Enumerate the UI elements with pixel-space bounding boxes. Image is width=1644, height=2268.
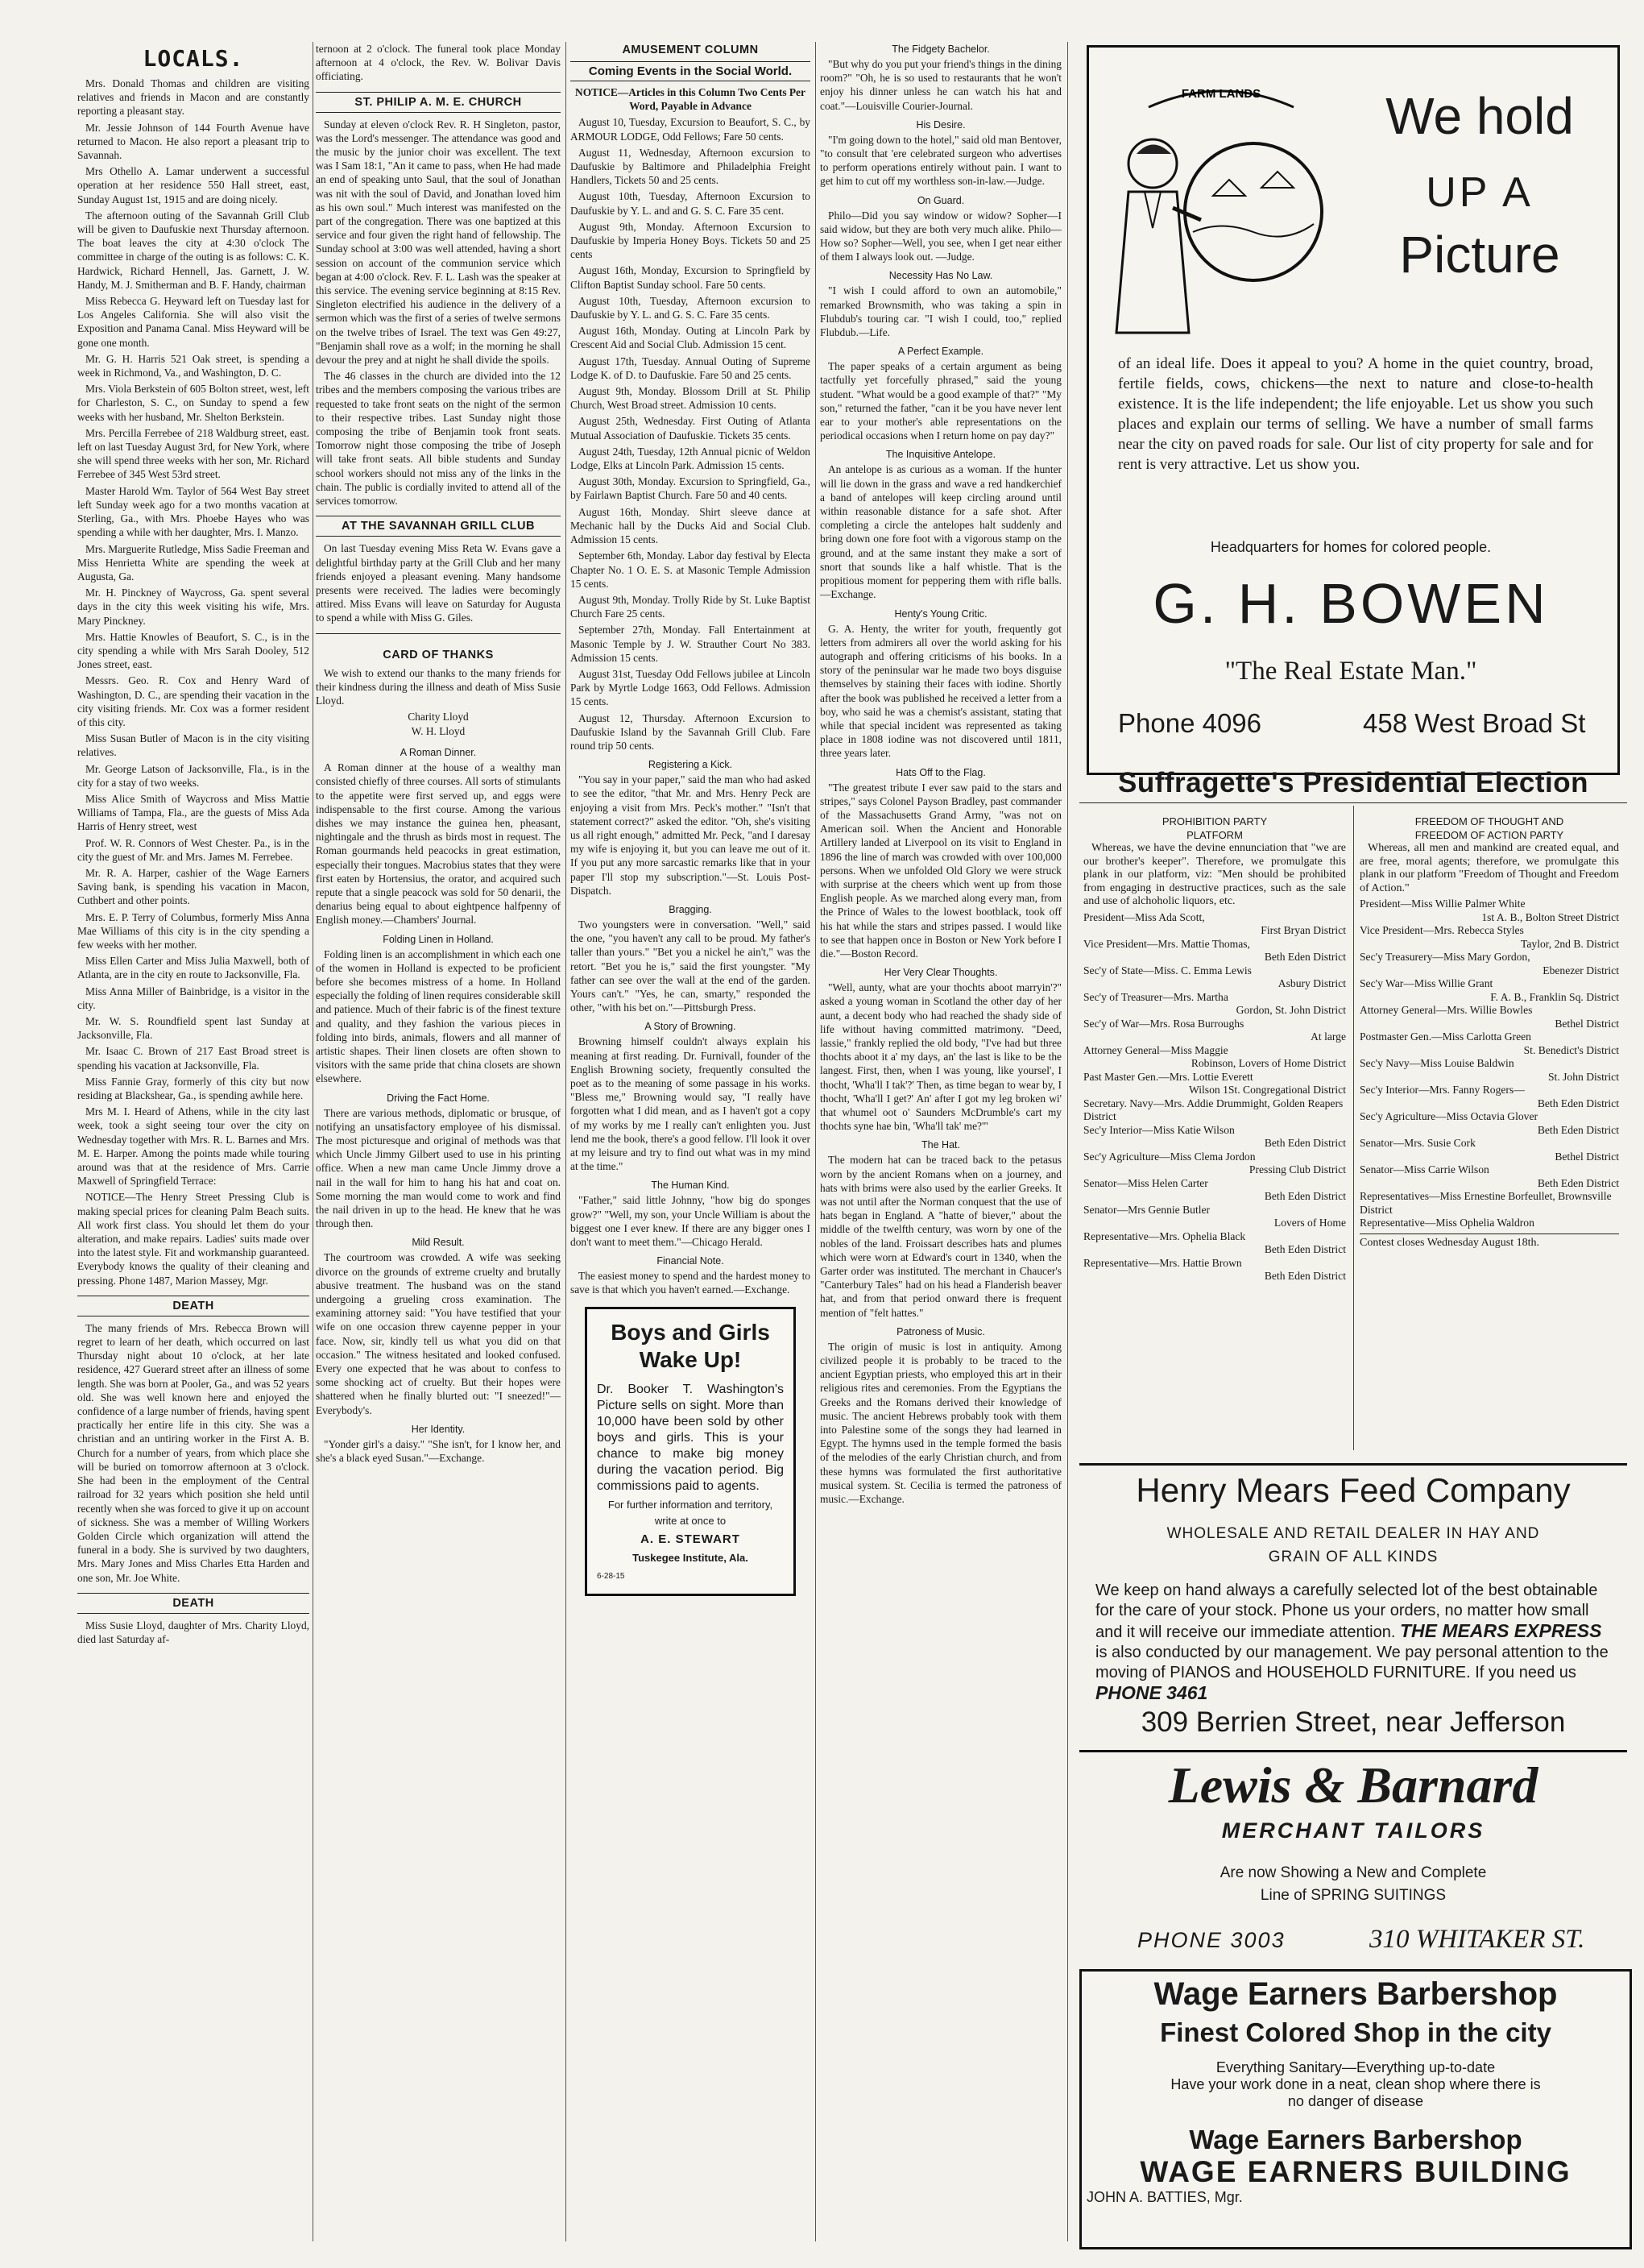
article-text: There are various methods, diplomatic or brusque, of notifying an unsatisfactory employee of his dismissal. The most picturesque and original of methods was that which Uncle Jimmy Gilbert used to use in his printing office. When a new man came Uncle Jimmy drove a nail in the wall for him to hang his hat and coat on. Some morning the man would come to work and find the nail driven in up to the head. He knew that he was through then.: [316, 1106, 561, 1230]
event-listing: August 11, Wednesday, Afternoon excursion to Daufuskie by Baltimore and Philadelphia Freight Handlers, Tickets 50 and 25 cents.: [570, 146, 810, 187]
candidate-entry: [1083, 991, 1346, 1018]
lewis-phone: PHONE 3003: [1137, 1928, 1286, 1952]
prohibition-party: [1083, 815, 1346, 1283]
barber-text: Have your work done in a neat, clean shop where there is: [1170, 2076, 1541, 2092]
candidate-name: Attorney General—Miss Maggie: [1083, 1043, 1228, 1056]
article-heading: Bragging.: [669, 903, 712, 915]
locals-column: [77, 42, 309, 2241]
signature: W. H. Lloyd: [411, 725, 466, 738]
candidate-name: Attorney General—Mrs. Willie Bowles: [1360, 1004, 1533, 1016]
event-listing: August 31st, Tuesday Odd Fellows jubilee at Lincoln Park by Myrtle Lodge 1663, Odd Fellows. Admission 15 cents.: [570, 667, 810, 708]
article-heading: Registering a Kick.: [648, 759, 733, 771]
article-text: "You say in your paper," said the man who had asked to see the editor, "that Mr. and Mrs. Henry Peck are enjoying a visit from Mrs. Peck's mother." "Isn't that statement correct?" asked the editor. "Oh, she's visiting us all right enough," admitted Mr. Peck, "and I daresay my wife is enjoying it, but you can leave me out of it. If you put any more sarcastic remarks like that in your paper I'll stop my subscription."—St. Louis Post-Dispatch.: [570, 773, 810, 897]
ad-code: 6-28-15: [597, 1571, 625, 1581]
candidate-name: Senator—Mrs Gennie Butler: [1083, 1203, 1211, 1216]
article-heading: Her Very Clear Thoughts.: [884, 967, 998, 979]
article-heading: The Hat.: [921, 1139, 960, 1151]
article-text: "Father," said little Johnny, "how big do sponges grow?" "Well, my son, your Uncle William is about the biggest one I ever knew. If there are any bigger ones I don't want to meet them."—Chicago Herald.: [570, 1194, 810, 1249]
candidate-district: Wilson 1St. Congregational District: [1188, 1084, 1346, 1096]
local-news-item: The afternoon outing of the Savannah Grill Club will be given to Daufuskie next Thursday afternoon. The boat leaves the city at 4:30 o'clock The committee in charge of the outing is as follows: C. K. Hardwick, Richard Hennell, Jas. Garnett, J. W. Handy, M. J. Smitherman and B. F. Handy, chairman: [77, 209, 309, 291]
candidate-entry: [1083, 1230, 1346, 1257]
candidate-entry: [1360, 1217, 1619, 1230]
social-events-heading: Coming Events in the Social World.: [570, 61, 810, 81]
ad-tagline: Headquarters for homes for colored people.: [1210, 539, 1492, 555]
candidate-entry: [1083, 1097, 1346, 1124]
local-news-item: Mrs. E. P. Terry of Columbus, formerly Miss Anna Mae Williams of this city is in the city spending a few weeks with her mother.: [77, 910, 309, 951]
article-heading: On Guard.: [917, 194, 965, 206]
candidate-entry: [1083, 911, 1346, 938]
article-heading: Henty's Young Critic.: [894, 607, 988, 620]
candidate-district: F. A. B., Franklin Sq. District: [1490, 990, 1619, 1003]
church-paragraph: The 46 classes in the church are divided into the 12 tribes and the members composing the various tribes are requested to take front seats on the night of the sermon to their respective tribes. Last Sunday night those composing the tribe of Benjamin took front seats. Tomorrow night those composing the tribe of Joseph will take front seats. All bible students and Sunday school workers should not miss any of the links in the chain. The public is cordially invited to attend all of the services tomorrow.: [316, 370, 561, 508]
event-listing: August 10, Tuesday, Excursion to Beaufort, S. C., by ARMOUR LODGE, Odd Fellows; Fare 50 cents.: [570, 116, 810, 143]
article-text: "I wish I could afford to own an automobile," remarked Brownsmith, who was taking a spin in Flubdub's touring car. "I wish I could, too," replied Flubdub.—Life.: [820, 284, 1062, 339]
party-heading: FREEDOM OF ACTION PARTY: [1414, 828, 1564, 841]
mears-subtitle: WHOLESALE AND RETAIL DEALER IN HAY AND: [1166, 1525, 1540, 1542]
barber-title: Wage Earners Barbershop: [1153, 1976, 1558, 2012]
candidate-entry: [1360, 1004, 1619, 1030]
candidate-name: Representatives—Miss Ernestine Borfeullet, Brownsville District: [1360, 1190, 1612, 1216]
farmer-illustration: [1100, 59, 1342, 349]
local-news-item: Miss Susan Butler of Macon is in the city visiting relatives.: [77, 732, 309, 759]
local-news-item: Miss Ellen Carter and Miss Julia Maxwell, both of Atlanta, are in the city en route to Jacksonville, Fla.: [77, 955, 309, 981]
mears-body: [1095, 1581, 1611, 1705]
ad-tagline: "The Real Estate Man.": [1224, 657, 1477, 686]
candidate-entry: [1360, 1030, 1619, 1057]
candidate-district: St. John District: [1548, 1070, 1619, 1083]
ad-address: 458 West Broad St: [1363, 708, 1586, 738]
mears-express: THE MEARS EXPRESS: [1399, 1620, 1602, 1641]
article-text: An antelope is as curious as a woman. If the hunter will lie down in the grass and wave a red handkerchief a band of antelopes will keep circling around until within reasonable distance for a safe shot. After completing a circle the antelopes halt suddenly and bring down one fore foot with a vigorous stamp on the ground, and at the same instant they make a sort of snort that sounds like a half whistle. That is the propitious moment for peppering them with rifle balls.—Exchange.: [820, 463, 1062, 601]
candidate-district: Beth Eden District: [1264, 1137, 1346, 1149]
death-heading-2: DEATH: [77, 1593, 309, 1614]
candidate-name: Sec'y of War—Mrs. Rosa Burroughs: [1083, 1017, 1244, 1030]
event-listing: August 24th, Tuesday, 12th Annual picnic of Weldon Lodge, Elks at Lincoln Park. Admission 15 cents.: [570, 445, 810, 472]
candidate-name: Representative—Miss Ophelia Waldron: [1360, 1217, 1534, 1229]
event-listing: August 30th, Monday. Excursion to Springfield, Ga., by Fairlawn Baptist Church. Fare 50 and 40 cents.: [570, 475, 810, 502]
freedom-party: [1360, 815, 1619, 1250]
article-heading: A Story of Browning.: [644, 1021, 736, 1033]
candidate-name: Sec'y War—Miss Willie Grant: [1360, 977, 1493, 989]
article-heading: Her Identity.: [411, 1423, 466, 1435]
local-news-item: Miss Alice Smith of Waycross and Miss Mattie Williams of Tampa, Fla., are the guests of Miss Ada Harris of Henry street, west: [77, 792, 309, 833]
event-listing: August 17th, Tuesday. Annual Outing of Supreme Lodge K. of D. to Daufuskie. Fare 50 and 25 cents.: [570, 355, 810, 381]
ad-headline: Picture: [1399, 226, 1560, 284]
article-heading: Driving the Fact Home.: [387, 1092, 490, 1104]
ad-headline: We hold: [1385, 87, 1574, 145]
article-heading: The Fidgety Bachelor.: [892, 44, 990, 55]
article-text: The paper speaks of a certain argument as being tactfully yet forcefully phrased," said the young student. "What would be a good example of that?" "My son," returned the father, "can it be you have never lent ear to your mother's able representations on the periodical occasions when I return home on pay day?": [820, 360, 1062, 442]
column-rule: [1353, 806, 1354, 1450]
local-news-item: Mr. George Latson of Jacksonville, Fla., is in the city for a stay of two weeks.: [77, 762, 309, 789]
local-news-item: Mrs. Percilla Ferrebee of 218 Waldburg street, east. left on last Tuesday August 3rd, for New York, where she will spend three weeks with her son, Mr. Richard Ferrebee of 345 West 53rd street.: [77, 426, 309, 481]
candidate-entry: [1083, 1204, 1346, 1230]
candidate-district: Ebenezer District: [1543, 964, 1619, 976]
article-text: "But why do you put your friend's things in the dining room?" "Oh, he is so used to restaurants that he won't enjoy his dinner unless he can watch his hat and coat."—Louisville Courier-Journal.: [820, 58, 1062, 112]
candidate-name: Sec'y of State—Miss. C. Emma Lewis: [1083, 964, 1252, 976]
article-text: The easiest money to spend and the hardest money to save is that which you haven't earned.—Exchange.: [570, 1270, 810, 1296]
candidate-name: Sec'y Agriculture—Miss Clema Jordon: [1083, 1150, 1256, 1163]
candidate-name: Sec'y Interior—Mrs. Fanny Rogers—: [1360, 1084, 1525, 1096]
party-platform: Whereas, all men and mankind are created equal, and are free, moral agents; therefore, we promulgate this plank in our platform "Freedom of Thought and Freedom of Action.": [1360, 842, 1619, 894]
candidate-name: Sec'y Treasurery—Miss Mary Gordon,: [1360, 951, 1530, 963]
candidate-district: Gordon, St. John District: [1236, 1004, 1346, 1016]
barber-manager: JOHN A. BATTIES, Mgr.: [1087, 2189, 1243, 2205]
booker-washington-ad: [585, 1307, 796, 1596]
candidate-list: [1360, 898, 1619, 1230]
article-heading: His Desire.: [916, 118, 966, 131]
article-heading: Hats Off to the Flag.: [896, 766, 986, 778]
lewis-subtitle: MERCHANT TAILORS: [1221, 1818, 1485, 1843]
event-listing: August 9th, Monday. Afternoon Excursion to Daufuskie by Imperia Honey Boys. Tickets 50 and 25 cents: [570, 220, 810, 261]
candidate-entry: [1083, 1124, 1346, 1151]
candidate-entry: [1083, 964, 1346, 991]
card-of-thanks-heading: CARD OF THANKS: [383, 648, 494, 661]
candidate-entry: [1360, 924, 1619, 951]
lewis-barnard-ad: [1079, 1750, 1627, 1972]
candidate-entry: [1360, 1163, 1619, 1190]
local-news-item: Master Harold Wm. Taylor of 564 West Bay street left Sunday week ago for a two months vacation at Sterling, Ga., with Mrs. Phoebe Hayes who was spending a while with her daughter, Mrs. I. Manzo.: [77, 484, 309, 539]
amusement-column: [570, 42, 810, 2241]
church-paragraph: Sunday at eleven o'clock Rev. R. H Singleton, pastor, was the Lord's messenger. The attendance was good and the music by the junior choir was excellent. The text was I Sam 18:1, "An it came to pass, when He had made an end of speaking unto Saul, that the soul of Jonathan was nit with the soul of David, and Jonathan loved him as his own soul." Much interest was manifested on the part of the congregation. There was one baptized at this service and four given the right hand of fellowship. The Sunday school at 3:00 was well attended, having a short session on account of the communion service which began at 4:00 o'clock. Rev. F. L. Lash was the speaker at this service. The evening service beginning at 8:15 Rev. Singleton electrified his audience in the delivery of a sermon which was the first of a series of twelve sermons on the twelve tribes of Israel. The text was Gen 49:27, "Benjamin shall rove as a wolf; in the morning he shall devour the prey and at night he shall divide the spoils.: [316, 118, 561, 367]
amusement-heading: AMUSEMENT COLUMN: [622, 44, 759, 56]
candidate-name: Sec'y Interior—Miss Katie Wilson: [1083, 1123, 1235, 1136]
candidate-name: Sec'y of Treasurer—Mrs. Martha: [1083, 990, 1228, 1003]
ad-business-name: G. H. BOWEN: [1153, 572, 1549, 635]
candidate-name: Past Master Gen.—Mrs. Lottie Everett: [1083, 1070, 1253, 1083]
candidate-entry: [1083, 1071, 1346, 1097]
article-heading: A Perfect Example.: [897, 346, 984, 358]
local-news-item: Mrs M. I. Heard of Athens, while in the city last week, took a sight seeing tour over the city on Wednesday together with Mrs. R. L. Barnes and Mrs. M. E. Harper. Among the points made while touring around was that at the residence of Mrs. Carrie Maxwell of Springfield Terrace:: [77, 1105, 309, 1188]
article-heading: The Inquisitive Antelope.: [885, 449, 996, 461]
candidate-name: Representative—Mrs. Hattie Brown: [1083, 1256, 1242, 1269]
candidate-name: President—Miss Ada Scott,: [1083, 910, 1205, 923]
lewis-text: Line of SPRING SUITINGS: [1260, 1887, 1447, 1904]
candidate-district: Beth Eden District: [1264, 1270, 1346, 1282]
candidate-name: Secretary. Navy—Mrs. Addie Drummight, Golden Reapers District: [1083, 1097, 1344, 1122]
event-listing: August 16th, Monday. Shirt sleeve dance at Mechanic hall by the Ducks Aid and Social Club. Admission 15 cents.: [570, 505, 810, 546]
candidate-name: Senator—Miss Carrie Wilson: [1360, 1163, 1489, 1175]
card-of-thanks: [316, 633, 561, 740]
event-listing: August 10th, Tuesday, Afternoon excursion to Daufuskie by Y. L. and G. S. C. Fare 35 cents.: [570, 294, 810, 321]
candidate-name: Senator—Mrs. Susie Cork: [1360, 1137, 1476, 1149]
local-news-item: Miss Rebecca G. Heyward left on Tuesday last for Los Angeles California. She will also visit the Exposition and Panama Canal. Miss Heyward will be gone one month.: [77, 295, 309, 349]
article-text: Folding linen is an accomplishment in which each one of the women in Holland is expected to be proficient before she becomes mistress of a home. In Holland especially the folding of linen requires considerable skill and patience. Much of their fabric is of the finest texture and quality, and they fashion the various pieces in folding into birds, animals, flowers and all manner of artistic shapes. Their linen closets are often shown to visitors with the same pride that china closets are shown elsewhere.: [316, 947, 561, 1085]
ad-body: Dr. Booker T. Washington's Picture sells on sight. More than 10,000 have been sold by other boys and girls. This is your chance to make big money during the vacation period. Big commissions paid to agents.: [597, 1382, 784, 1493]
candidate-entry: [1360, 1190, 1619, 1217]
candidate-entry: [1083, 1151, 1346, 1177]
events-list: [570, 115, 810, 753]
article-text: Philo—Did you say window or widow? Sopher—I said widow, but they are both very much alike. Philo—How so? Sopher—Well, you see, when I get near either of them I always look out. —Judge.: [820, 209, 1062, 263]
candidate-district: Bethel District: [1555, 1150, 1619, 1163]
local-news-item: Mr. R. A. Harper, cashier of the Wage Earners Saving bank, is spending his vacation in Macon, Cuthbert and other points.: [77, 866, 309, 907]
barber-subtitle: Finest Colored Shop in the city: [1160, 2017, 1551, 2047]
candidate-entry: [1360, 977, 1619, 1004]
contest-closing: Contest closes Wednesday August 18th.: [1360, 1234, 1619, 1250]
candidate-name: Sec'y Agriculture—Miss Octavia Glover: [1360, 1110, 1538, 1122]
candidate-district: First Bryan District: [1261, 924, 1346, 936]
local-news-item: Mr. G. H. Harris 521 Oak street, is spending a week in Richmond, Va., and Washington, D. C.: [77, 352, 309, 379]
ad-contact-name: A. E. STEWART: [640, 1532, 740, 1546]
article-heading: Patroness of Music.: [897, 1325, 985, 1337]
mears-text: is also conducted by our management. We pay personal attention to the moving of PIANOS and HOUSEHOLD FURNITURE. If you need us: [1095, 1644, 1609, 1681]
candidate-entry: [1360, 1110, 1619, 1137]
death-notice: The many friends of Mrs. Rebecca Brown will regret to learn of her death, which occurred on last Thursday night about 10 o'clock, at her late residence, 427 Guerard street after an illness of some length. She was born at Pooler, Ga., and was 52 years old. She was well known here and enjoyed the confidence of a large number of friends, having spent practically her entire life in this city. She was a christian and an untiring worker in the First A. B. Church for a number of years, from which place she will be buried on tomorrow afternoon at 3 o'clock. She had been in the employment of the Central railroad for 32 years which position she held until recently when she was forced to give it up on account of sickness. She was a member of Willing Workers Golden Circle which organization will attend the funeral in a body. She is survived by two daughters, Mrs. Mary Jones and Miss Charles Etta Harden and one son, Mr. Joe White.: [77, 1321, 309, 1584]
local-news-item: Mrs. Marguerite Rutledge, Miss Sadie Freeman and Miss Henrietta White are spending the week at Augusta, Ga.: [77, 542, 309, 583]
death-notice-2: Miss Susie Lloyd, daughter of Mrs. Charity Lloyd, died last Saturday af-: [77, 1619, 309, 1645]
local-news-item: Miss Anna Miller of Bainbridge, is a visitor in the city.: [77, 985, 309, 1011]
event-listing: September 6th, Monday. Labor day festival by Electa Chapter No. 1 O. E. S. at Masonic Temple Admission 15 cents.: [570, 549, 810, 590]
locals-title: LOCALS.: [143, 45, 244, 72]
candidate-district: Beth Eden District: [1537, 1123, 1619, 1136]
event-listing: August 12, Thursday. Afternoon Excursion to Daufuskie Island by the Savannah Grill Club. Fare round trip 50 cents.: [570, 711, 810, 752]
local-news-item: Mr. W. S. Roundfield spent last Sunday at Jacksonville, Fla.: [77, 1015, 309, 1042]
candidate-name: Sec'y Navy—Miss Louise Baldwin: [1360, 1057, 1514, 1069]
mears-text: We keep on hand always a carefully selected lot of the best obtainable for the care of your stock. Phone us your orders, no matter how small and it will receive our immediate attention.: [1095, 1582, 1598, 1641]
article-text: "Well, aunty, what are your thochts aboot marryin'?" asked a young woman in Scotland the other day of her aunt, a decent body who had reached the shady side of life without having committed matrimony. "Deed, lassie," frankly replied the old body, "I've had but three thochts aboot it a' my days, an' the last is like to be the langest. First, then, when I was young, like yoursel', I thocht, 'Wha'll I tak'?' Then, as time began to wear by, I thocht, 'Wha'll I get?' An' after I got my leg broken wi' that whumel oot o' Saunders McDrumble's cart my thochts syne hae bin, 'Wha'll tak' me?'": [820, 981, 1062, 1133]
candidate-district: 1st A. B., Bolton Street District: [1481, 910, 1619, 923]
event-listing: August 9th, Monday. Trolly Ride by St. Luke Baptist Church Fare 25 cents.: [570, 593, 810, 620]
column-rule: [1067, 42, 1068, 2241]
lewis-address: 310 WHITAKER ST.: [1369, 1925, 1585, 1954]
local-news-item: Messrs. Geo. R. Cox and Henry Ward of Washington, D. C., are spending their vacation in the city visiting friends. Mr. Cox was a former resident of this city.: [77, 674, 309, 728]
candidate-name: Postmaster Gen.—Miss Carlotta Green: [1360, 1030, 1531, 1043]
article-heading: Financial Note.: [656, 1255, 724, 1267]
article-text: "I'm going down to the hotel," said old man Bentover, "to consult that 'ere celebrated surgeon who advertises to perform operations entirely without pain. I want to get him to cut off my worthless son-in-law.—Judge.: [820, 133, 1062, 188]
candidate-district: Beth Eden District: [1264, 951, 1346, 963]
candidate-entry: [1360, 1084, 1619, 1110]
candidate-entry: [1360, 898, 1619, 924]
column-rule: [565, 42, 566, 2241]
article-heading: Necessity Has No Law.: [888, 270, 993, 282]
church-heading: ST. PHILIP A. M. E. CHURCH: [316, 92, 561, 113]
event-listing: August 25th, Wednesday. First Outing of Atlanta Mutual Association of Daufuskie. Tickets 35 cents.: [570, 415, 810, 442]
candidate-district: Beth Eden District: [1537, 1176, 1619, 1189]
candidate-name: Representative—Mrs. Ophelia Black: [1083, 1229, 1246, 1242]
party-platform: Whereas, we have the devine ennunciation that "we are our brother's keeper". Therefore, we promulgate this plank in our platform, viz: "Men should be prohibited from engaging in destructive practices, such as the sale and use of alchoholic liquors, etc.: [1083, 842, 1346, 907]
local-news-item: Mrs. Viola Berkstein of 605 Bolton street, west, left for Charleston, S. C., on Sunday to spend a few weeks with her husband, Mr. Shelton Berkstein.: [77, 383, 309, 423]
event-listing: August 16th, Monday, Excursion to Springfield by Clifton Baptist Sunday school. Fare 50 cents.: [570, 264, 810, 291]
local-news-item: Miss Fannie Gray, formerly of this city but now residing at Blackshear, Ga., is spending awhile here.: [77, 1075, 309, 1102]
ad-body: of an ideal life. Does it appeal to you? A home in the quiet country, broad, fertile fields, cows, chickens—the next to nature and close-to-health existence. It is the life independent; the life enjoyable. Let us show you such places and explain our terms of selling. We have a number of small farms near the city on paved roads for sale. Our list of city property for sale and for rent is very attractive. Let us show you.: [1118, 355, 1593, 473]
ad-headline: UP A: [1426, 169, 1534, 216]
local-news-item: NOTICE—The Henry Street Pressing Club is making special prices for cleaning Palm Beach suits. All work first class. You should let them do your alteration, and make repairs. Ladies' suits made over into the latest style. Fit and workmanship guaranteed. Everybody knows the quality of their cleaning and pressing. Phone 1487, Marion Massey, Mgr.: [77, 1191, 309, 1287]
column-rule: [815, 42, 816, 2241]
article-text: The modern hat can be traced back to the petasus worn by the ancient Romans when on a journey, and hats with brims were also used by the earlier Greeks. It was not until after the Norman conquest that the use of hats began in England. A "hatte of biever," about the middle of the twelfth century, was worn by one of the nobles of the land. Froissart describes hats and plumes which were worn at Edward's court in 1340, when the Garter order was instituted. The merchant in Chaucer's "Canterbury Tales" had on his head a Flanderish beaver hat, and from that period onward there is frequent mention of "felt hattes.": [820, 1154, 1062, 1319]
signature: Charity Lloyd: [408, 711, 469, 724]
ad-headline: Boys and Girls Wake Up!: [611, 1319, 770, 1372]
candidate-entry: [1083, 1018, 1346, 1044]
article-text: The origin of music is lost in antiquity. Among civilized people it is probably to be traced to the ancient Egyptian priests, who employed this art in their religious rites and ceremonies. From the Egyptians the Greeks and the Romans derived their knowledge of music. The ancient Hebrews probably took with them into Palestine some of the songs they had learned in Egypt. The hymns used in the temple formed the basis of the melodies of the early Christian church, and from these hymns was formulated the first authoritative musical system. St. Cecilia is termed the patroness of music.—Exchange.: [820, 1340, 1062, 1506]
candidate-district: Pressing Club District: [1249, 1163, 1346, 1175]
candidate-district: Bethel District: [1555, 1017, 1619, 1030]
mears-address: 309 Berrien Street, near Jefferson: [1141, 1706, 1566, 1738]
event-listing: September 27th, Monday. Fall Entertainment at Masonic Temple by J. W. Strauther Court No 383. Admission 15 cents.: [570, 624, 810, 664]
candidate-name: Senator—Miss Helen Carter: [1083, 1176, 1208, 1189]
mears-subtitle: GRAIN OF ALL KINDS: [1268, 1549, 1439, 1565]
grill-club-article: On last Tuesday evening Miss Reta W. Evans gave a delightful birthday party at the Grill Club and her many friends enjoyed a pleasant evening. Many handsome presents were received. The ladies were becomingly attired. Miss Evans will leave on Saturday for Augusta to spend a while with Miss G. Giles.: [316, 542, 561, 624]
candidate-entry: [1083, 1257, 1346, 1283]
article-heading: A Roman Dinner.: [400, 747, 477, 759]
miscellany-column: [820, 42, 1062, 2241]
candidate-list: [1083, 911, 1346, 1283]
barber-building: WAGE EARNERS BUILDING: [1140, 2155, 1572, 2188]
local-news-item: Mr. Isaac C. Brown of 217 East Broad street is spending his vacation at Jacksonville, Fla.: [77, 1045, 309, 1072]
article-text: "Yonder girl's a daisy." "She isn't, for I know her, and she's a black eyed Susan."—Exchange.: [316, 1437, 561, 1465]
article-text: Two youngsters were in conversation. "Well," said the one, "you haven't any call to be proud. My father's taller than yours." "Bet you a nickel he ain't," was the retort. "Bet you he is," said the first youngster. "My father can see over the wall at the end of the garden. Yours can't." "Yes, he can, smarty," responded the other, "with his bet on."—Pittsburgh Press.: [570, 918, 810, 1014]
candidate-district: Beth Eden District: [1264, 1243, 1346, 1255]
article-heading: Mild Result.: [412, 1237, 465, 1249]
death-heading: DEATH: [77, 1296, 309, 1316]
lewis-title: Lewis & Barnard: [1168, 1756, 1538, 1814]
event-listing: August 10th, Tuesday, Afternoon Excursion to Daufuskie by Y. L. and and G. S. C. Fare 35 cent.: [570, 190, 810, 217]
barber-text: Everything Sanitary—Everything up-to-date: [1215, 2059, 1496, 2075]
lewis-text: Are now Showing a New and Complete: [1220, 1864, 1487, 1881]
farm-lands-banner: FARM LANDS: [1181, 87, 1261, 101]
local-news-item: Mr. Jessie Johnson of 144 Fourth Avenue have returned to Macon. He also report a pleasant trip to Savannah.: [77, 121, 309, 162]
party-heading: FREEDOM OF THOUGHT AND: [1414, 815, 1564, 827]
suffrage-title: Suffragette's Presidential Election: [1117, 767, 1589, 798]
church-column: [316, 42, 561, 2241]
candidate-district: Beth Eden District: [1264, 1190, 1346, 1202]
ad-contact-address: Tuskegee Institute, Ala.: [632, 1551, 748, 1564]
candidate-district: Beth Eden District: [1537, 1097, 1619, 1109]
local-news-item: Prof. W. R. Connors of West Chester. Pa., is in the city the guest of Mr. and Mrs. James M. Ferrebee.: [77, 836, 309, 863]
candidate-entry: [1083, 938, 1346, 964]
divider: [1079, 802, 1627, 803]
ad-phone: Phone 4096: [1118, 708, 1262, 738]
article-text: The courtroom was crowded. A wife was seeking divorce on the grounds of extreme cruelty and brutally abusive treatment. The husband was on the stand undergoing a grueling cross examination. The examining attorney said: "You have testified that your wife on one occasion threw cayenne pepper in your face. Now, sir, kindly tell us what you did on that occasion." The witness hesitated and looked confused. Every one expected that he was about to confess to some shocking act of cruelty. But their hopes were shattered when he finally blurted out: "I sneezed!"—Everybody's.: [316, 1251, 561, 1416]
event-listing: August 16th, Monday. Outing at Lincoln Park by Crescent Aid and Social Club. Admission 15 cent.: [570, 325, 810, 351]
candidate-district: Lovers of Home: [1273, 1217, 1346, 1229]
candidate-entry: [1360, 1057, 1619, 1084]
barber-name: Wage Earners Barbershop: [1189, 2125, 1522, 2154]
candidate-name: President—Miss Willie Palmer White: [1360, 898, 1526, 910]
candidate-entry: [1360, 1137, 1619, 1163]
article-heading: Folding Linen in Holland.: [383, 933, 494, 945]
local-news-item: Mrs Othello A. Lamar underwent a successful operation at her residence 550 Hall street, east, Sunday August 1st, 1915 and are doing nicely.: [77, 165, 309, 205]
party-heading: PROHIBITION PARTY: [1162, 815, 1268, 827]
candidate-district: St. Benedict's District: [1523, 1043, 1619, 1056]
candidate-name: Vice President—Mrs. Rebecca Styles: [1360, 924, 1524, 936]
death-continued: ternoon at 2 o'clock. The funeral took place Monday afternoon at 4 o'clock, the Rev. W. Bolivar Davis officiating.: [316, 43, 561, 83]
candidate-entry: [1083, 1044, 1346, 1071]
bowen-real-estate-ad: [1087, 45, 1620, 775]
article-text: "The greatest tribute I ever saw paid to the stars and stripes," says Colonel Payson Bradley, past commander of the Massachusetts Grand Army, "was not on American soil. When the Ancient and Honorable Artillery landed at Liverpool on its visit to England in 1896 the line of march was crowded with over 100,000 persons. When we unfolded Old Glory we were struck with surprise at the cheers which went up from those English people. As we marched along every man, from the Prince of Wales to the lowest bootblack, took off his hat while the stars and stripes passed. I would like to see that happen once in Boston or New York before I die."—Boston Record.: [820, 781, 1062, 960]
column-notice: NOTICE—Articles in this Column Two Cents Per Word, Payable in Advance: [575, 86, 805, 113]
candidate-district: Robinson, Lovers of Home District: [1191, 1057, 1346, 1069]
divider: [1079, 1463, 1627, 1466]
mears-title: Henry Mears Feed Company: [1136, 1471, 1571, 1509]
candidate-entry: [1360, 951, 1619, 977]
article-text: A Roman dinner at the house of a wealthy man consisted chiefly of three courses. All sorts of stimulants to the appetite were first served up, and eggs were indispensable to the first course. Among the various dishes we may instance the guinea hen, pheasant, nightingale and the thrush as birds most in request. The Roman gourmands held peacocks in great estimation, especially their tongues. Macrobius states that they were first eaten by Hortensius, the orator, and acquired such repute that a single peacock was sold for 50 denarii, the denarius being equal to about eightpence halfpenny of English money.—Chambers' Journal.: [316, 761, 561, 927]
article-heading: The Human Kind.: [651, 1180, 730, 1192]
candidate-entry: [1083, 1177, 1346, 1204]
article-text: Browning himself couldn't always explain his meaning at first reading. Dr. Furnivall, founder of the English Browning society, frequently consulted the poet as to the meaning of some passage in his works. "Bless me," Browning would say, "I really have forgotten what I did mean, and as I haven't got a copy of my works by me I really can't enlighten you. Just lend me the book, there's a good fellow. I'll look it over at my leisure and try to find out what was in my mind at the time.": [570, 1035, 810, 1173]
party-heading: PLATFORM: [1186, 828, 1243, 841]
candidate-district: Asbury District: [1278, 977, 1346, 989]
locals-list: [77, 77, 309, 1287]
barbershop-ad: [1079, 1969, 1632, 2249]
barber-text: no danger of disease: [1287, 2093, 1424, 2109]
candidate-name: Vice President—Mrs. Mattie Thomas,: [1083, 937, 1250, 950]
event-listing: August 9th, Monday. Blossom Drill at St. Philip Church, West Broad street. Admission 10 cents.: [570, 385, 810, 412]
candidate-district: Taylor, 2nd B. District: [1521, 937, 1619, 950]
local-news-item: Mr. H. Pinckney of Waycross, Ga. spent several days in the city this week visiting his wife, Mrs. Mary Pinckney.: [77, 587, 309, 627]
card-of-thanks-text: We wish to extend our thanks to the many friends for their kindness during the illness and death of Miss Susie Lloyd.: [316, 666, 561, 707]
candidate-district: At large: [1311, 1030, 1346, 1043]
article-text: G. A. Henty, the writer for youth, frequently got letters from admirers all over the world asking for his autograph and offering criticisms of his books. In a story of the peninsular war he made two boys disguise themselves by staining their faces with iodine. Shortly after the book was published he received a letter from a boy, who said he was a chemist's assistant, stating that while that special incident was represented as taking place in 1808 iodine was not discovered until 1811, three years later.: [820, 622, 1062, 760]
local-news-item: Mrs. Donald Thomas and children are visiting relatives and friends in Macon and are constantly reporting a pleasant stay.: [77, 77, 309, 118]
ad-info: For further information and territory, write at once to: [607, 1498, 773, 1527]
mears-phone: PHONE 3461: [1095, 1682, 1208, 1703]
local-news-item: Mrs. Hattie Knowles of Beaufort, S. C., is in the city spending a while with Mrs Sarah Dooley, 512 Jones street, east.: [77, 630, 309, 671]
grill-club-heading: AT THE SAVANNAH GRILL CLUB: [316, 516, 561, 537]
